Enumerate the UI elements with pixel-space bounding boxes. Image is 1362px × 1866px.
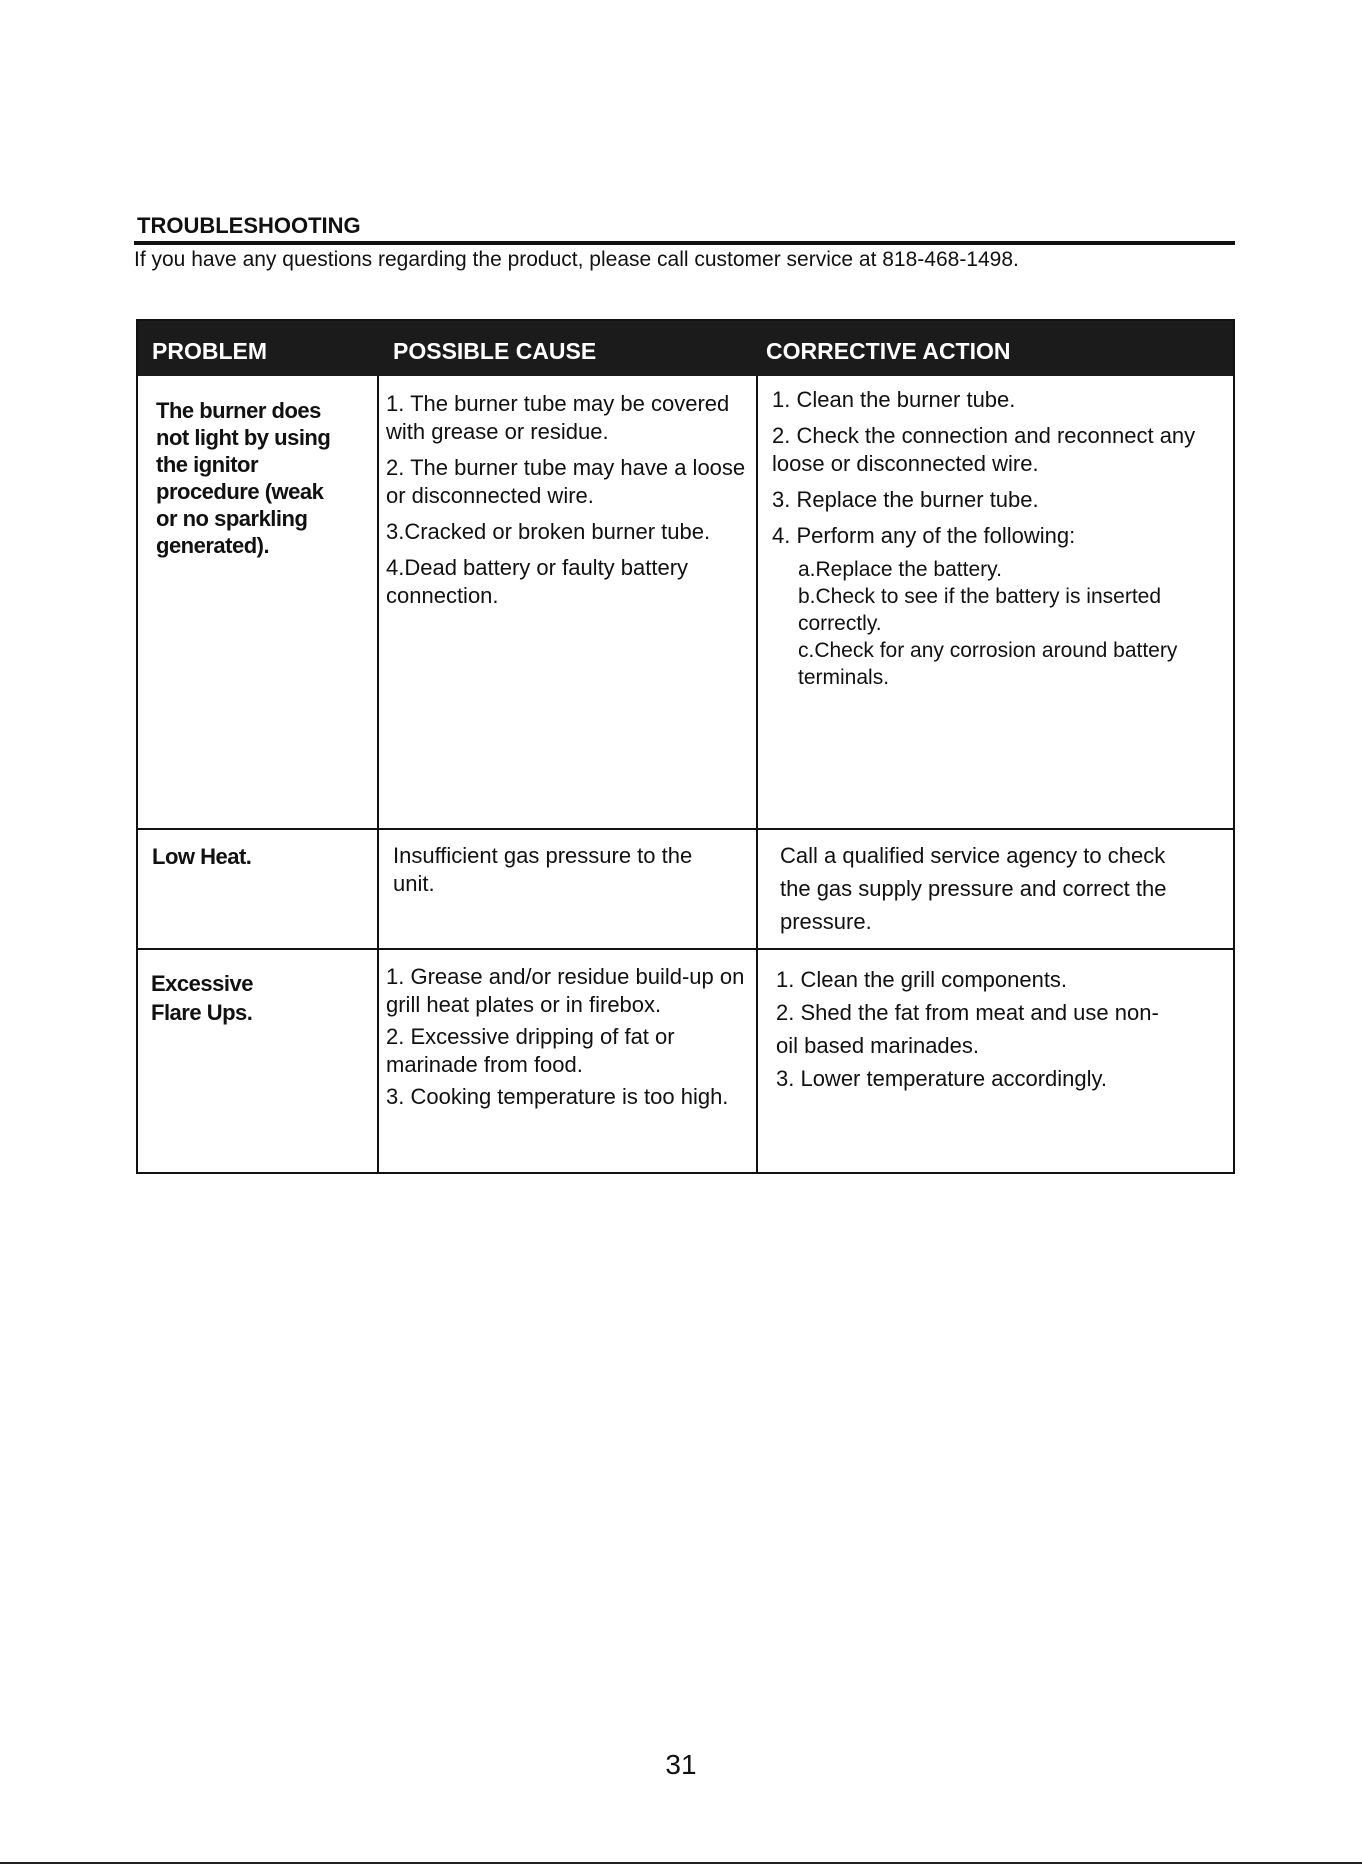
row-divider — [138, 828, 1233, 830]
header-problem: PROBLEM — [152, 338, 267, 364]
problem-line: procedure (weak — [156, 479, 324, 504]
section-title: TROUBLESHOOTING — [137, 213, 361, 238]
action-item: 2. Check the connection and reconnect any loose or disconnected wire. — [772, 423, 1196, 476]
column-divider — [377, 376, 379, 1172]
table-header — [138, 321, 1233, 376]
row-divider — [138, 948, 1233, 950]
problem-line: Flare Ups. — [151, 1000, 253, 1025]
header-possible-cause: POSSIBLE CAUSE — [393, 338, 597, 364]
sub-action-item: a.Replace the battery. — [798, 558, 1002, 581]
cause-item: 2. The burner tube may have a loose or disconnected wire. — [386, 455, 746, 508]
problem-cell — [152, 843, 367, 870]
action-item: 1. Clean the burner tube. — [772, 387, 1016, 412]
problem-cell — [156, 397, 371, 559]
problem-line: or no sparkling — [156, 506, 308, 531]
problem-line: Excessive — [151, 971, 253, 996]
action-item: 4. Perform any of the following: — [772, 523, 1076, 548]
cause-item: 4.Dead battery or faulty battery connection. — [386, 555, 689, 608]
cause-item: 3. Cooking temperature is too high. — [386, 1084, 729, 1109]
title-rule — [134, 241, 1235, 245]
intro-text: If you have any questions regarding the product, please call customer service at 818-468-1498. — [134, 248, 1019, 271]
action-item: 1. Clean the grill components. — [776, 967, 1068, 992]
action-item: 2. Shed the fat from meat and use non-oil based marinades. — [776, 1000, 1159, 1058]
sub-action-item: c.Check for any corrosion around battery terminals. — [798, 639, 1178, 689]
troubleshooting-table — [136, 319, 1235, 1174]
problem-cell — [151, 969, 366, 1027]
action-cell — [772, 386, 1227, 691]
problem-line: the ignitor — [156, 452, 259, 477]
bottom-rule — [0, 1862, 1362, 1864]
cause-item: 3.Cracked or broken burner tube. — [386, 519, 711, 544]
cause-item: 1. The burner tube may be covered with grease or residue. — [386, 391, 730, 444]
cause-item: Insufficient gas pressure to the unit. — [393, 843, 693, 896]
action-item: Call a qualified service agency to check the gas supply pressure and correct the pressure. — [780, 843, 1167, 934]
cause-cell — [386, 390, 751, 618]
action-item: 3. Lower temperature accordingly. — [776, 1066, 1107, 1091]
problem-line: The burner does — [156, 398, 321, 423]
cause-item: 1. Grease and/or residue build-up on grill heat plates or in firebox. — [386, 964, 745, 1017]
cause-item: 2. Excessive dripping of fat or marinade from food. — [386, 1024, 675, 1077]
action-item: 3. Replace the burner tube. — [772, 487, 1039, 512]
problem-line: Low Heat. — [152, 844, 252, 869]
action-cell — [776, 963, 1176, 1095]
problem-line: generated). — [156, 533, 270, 558]
sub-action-item: b.Check to see if the battery is inserted correctly. — [798, 585, 1162, 635]
page-number: 31 — [665, 1749, 697, 1780]
problem-line: not light by using — [156, 425, 331, 450]
header-corrective-action: CORRECTIVE ACTION — [766, 338, 1011, 364]
cause-cell — [393, 842, 693, 906]
action-cell — [780, 839, 1200, 946]
column-divider — [756, 376, 758, 1172]
cause-cell — [386, 963, 754, 1119]
